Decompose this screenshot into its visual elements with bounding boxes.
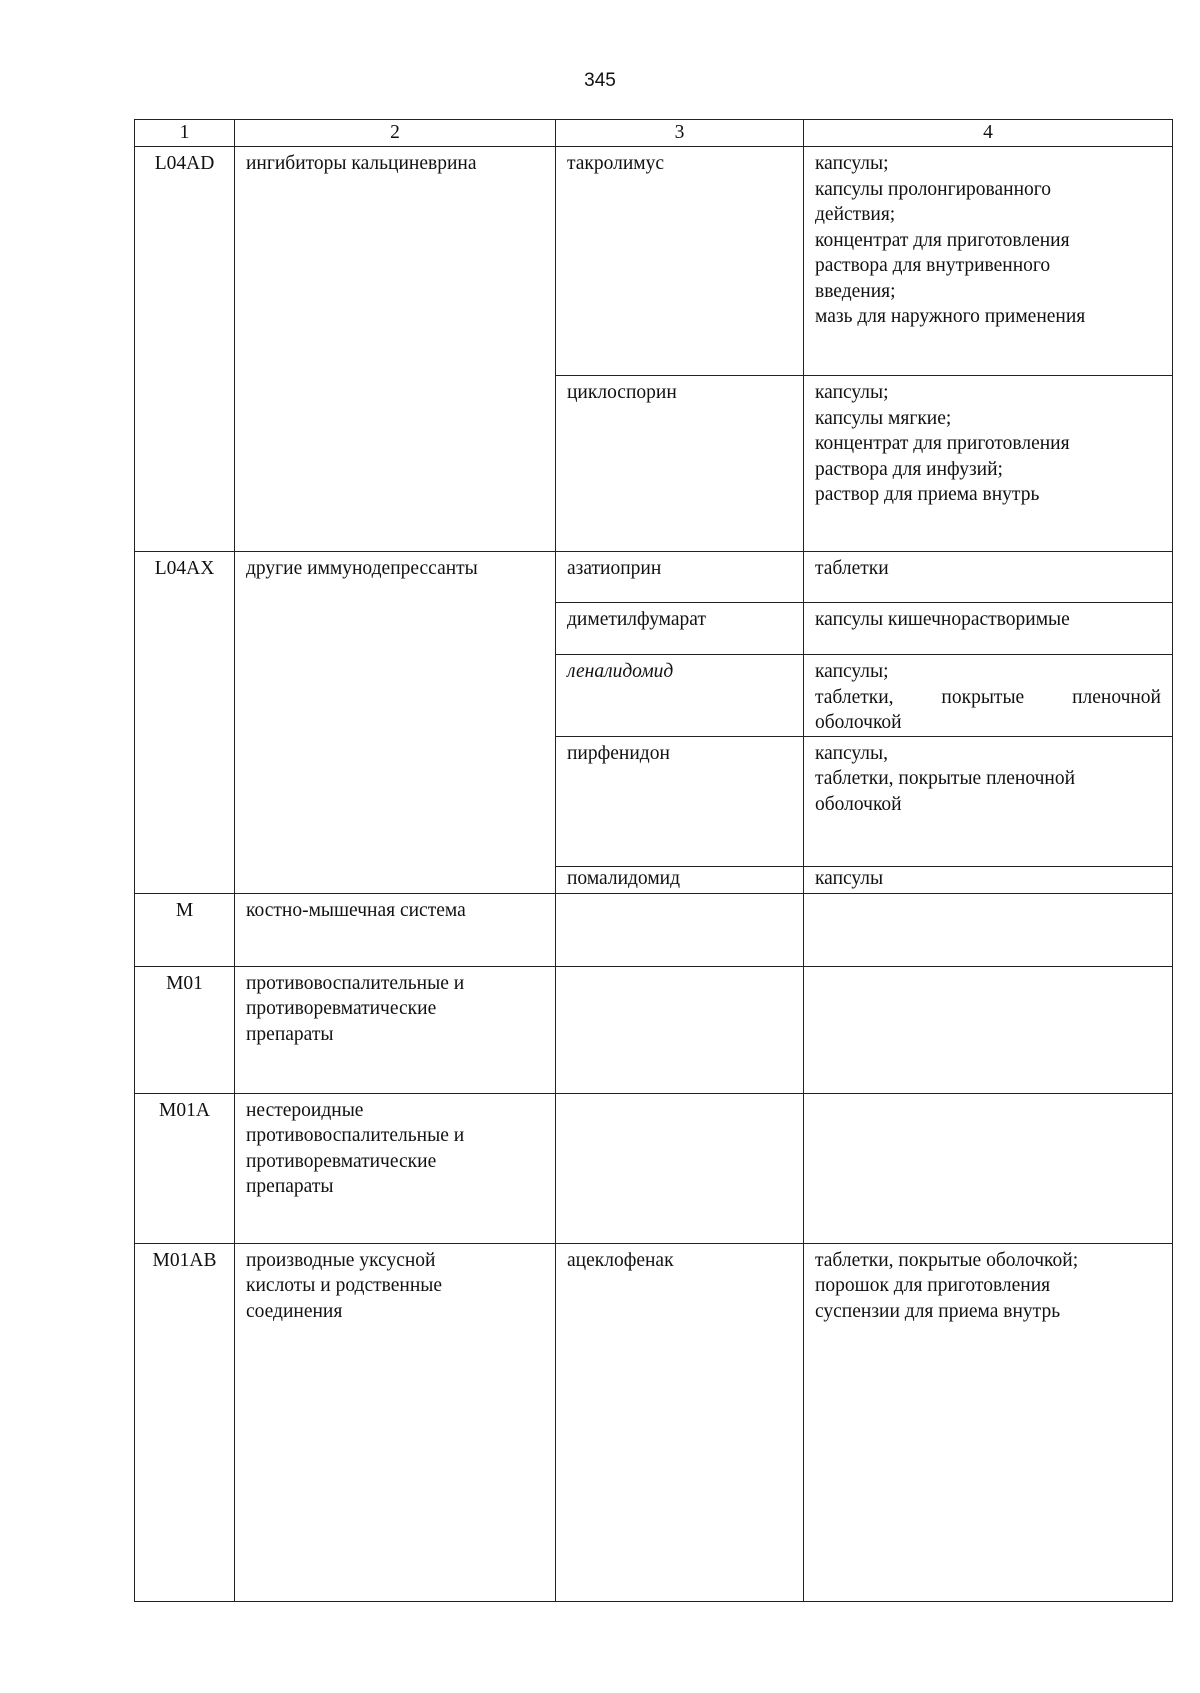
drug-name [556,966,804,1093]
atc-code: M [135,893,235,966]
table-row [135,966,1173,1093]
drug-name [556,1093,804,1243]
dosage-forms: капсулы; таблетки, покрытые пленочной оболочкой [804,655,1173,737]
dosage-forms: капсулы; капсулы мягкие; концентрат для приготовления раствора для инфузий; раствор для приема внутрь [804,376,1173,552]
dosage-forms: капсулы кишечнорастворимые [804,603,1173,655]
group-name: костно-мышечная система [235,893,556,966]
drug-name: пирфенидон [556,736,804,866]
drug-name: ацеклофенак [556,1243,804,1601]
atc-code: M01A [135,1093,235,1243]
drug-name: циклоспорин [556,376,804,552]
drug-name: диметилфумарат [556,603,804,655]
drug-name: леналидомид [556,655,804,737]
group-name: другие иммунодепрессанты [235,552,556,894]
group-name: противовоспалительные и противоревматические препараты [235,966,556,1093]
dosage-forms [804,893,1173,966]
atc-code: M01 [135,966,235,1093]
group-name: производные уксусной кислоты и родственные соединения [235,1243,556,1601]
dosage-forms [804,1093,1173,1243]
dosage-forms: таблетки [804,552,1173,603]
dosage-forms: капсулы; капсулы пролонгированного действия; концентрат для приготовления раствора для внутривенного введения; мазь для наружного применения [804,147,1173,376]
drug-name [556,893,804,966]
page-number: 345 [584,70,616,91]
table-row [135,1093,1173,1243]
dosage-forms: таблетки, покрытые оболочкой; порошок для приготовления суспензии для приема внутрь [804,1243,1173,1601]
drug-name: такролимус [556,147,804,376]
drug-table [134,119,1173,1602]
group-name: ингибиторы кальциневрина [235,147,556,552]
column-header: 4 [804,120,1173,147]
table-row [135,147,1173,376]
atc-code: L04AX [135,552,235,894]
column-header: 2 [235,120,556,147]
column-header: 1 [135,120,235,147]
table-row [135,1243,1173,1601]
atc-code: M01AB [135,1243,235,1601]
dosage-forms: капсулы [804,866,1173,893]
drug-name: азатиоприн [556,552,804,603]
dosage-forms: капсулы, таблетки, покрытые пленочной оболочкой [804,736,1173,866]
header-row [135,120,1173,147]
table-row [135,552,1173,603]
group-name: нестероидные противовоспалительные и противоревматические препараты [235,1093,556,1243]
table-row [135,893,1173,966]
dosage-forms [804,966,1173,1093]
atc-code: L04AD [135,147,235,552]
drug-name: помалидомид [556,866,804,893]
column-header: 3 [556,120,804,147]
